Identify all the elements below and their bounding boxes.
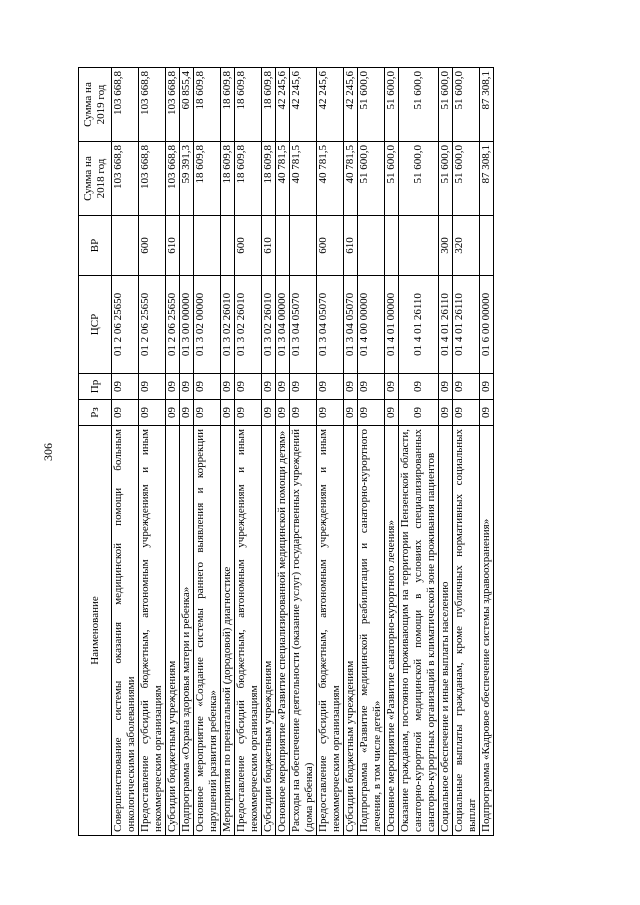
cell-sum-2019: 42 245,6 <box>317 68 344 142</box>
cell-sum-2019: 51 600,0 <box>385 68 399 142</box>
cell-vr <box>480 216 494 276</box>
rotated-table-container <box>78 68 604 836</box>
cell-sum-2019: 103 668,8 <box>112 68 139 142</box>
cell-vr <box>385 216 399 276</box>
table-row <box>112 68 139 836</box>
cell-csr: 01 3 00 00000 <box>180 276 194 374</box>
cell-rz: 09 <box>480 400 494 426</box>
cell-csr: 01 2 06 25650 <box>139 276 166 374</box>
header-csr: ЦСР <box>79 276 112 374</box>
cell-vr <box>194 216 221 276</box>
cell-csr: 01 3 04 00000 <box>276 276 290 374</box>
cell-rz: 09 <box>290 400 317 426</box>
cell-rz: 09 <box>453 400 480 426</box>
page-number: 306 <box>41 443 55 461</box>
cell-name: Социальные выплаты гражданам, кроме публичных нормативных социальных выплат <box>453 426 480 836</box>
cell-rz: 09 <box>276 400 290 426</box>
cell-sum-2019: 18 609,8 <box>235 68 262 142</box>
cell-sum-2018: 51 600,0 <box>439 142 453 216</box>
cell-csr: 01 4 01 26110 <box>439 276 453 374</box>
table-header-row <box>79 68 112 836</box>
cell-vr: 600 <box>139 216 166 276</box>
cell-name: Совершенствование системы оказания медицинской помощи больным онкологическими заболеваниями <box>112 426 139 836</box>
cell-name: Субсидии бюджетным учреждениям <box>344 426 358 836</box>
cell-name: Социальное обеспечение и иные выплаты населению <box>439 426 453 836</box>
cell-name: Основное мероприятие «Развитие санаторно-курортного лечения» <box>385 426 399 836</box>
header-rz: Рз <box>79 400 112 426</box>
cell-rz: 09 <box>344 400 358 426</box>
table-row <box>439 68 453 836</box>
cell-vr: 320 <box>453 216 480 276</box>
cell-pr: 09 <box>235 374 262 400</box>
cell-sum-2019: 42 245,6 <box>344 68 358 142</box>
cell-csr: 01 4 01 00000 <box>385 276 399 374</box>
cell-vr <box>358 216 385 276</box>
cell-vr <box>399 216 439 276</box>
cell-pr: 09 <box>358 374 385 400</box>
cell-pr: 09 <box>399 374 439 400</box>
cell-csr: 01 4 01 26110 <box>399 276 439 374</box>
cell-name: Субсидии бюджетным учреждениям <box>166 426 180 836</box>
cell-name: Предоставление субсидий бюджетным, автономным учреждениям и иным некоммерческим организациям <box>139 426 166 836</box>
cell-sum-2018: 51 600,0 <box>399 142 439 216</box>
cell-pr: 09 <box>221 374 235 400</box>
cell-name: Основное мероприятие «Создание системы раннего выявления и коррекции нарушений развития ребенка» <box>194 426 221 836</box>
cell-rz: 09 <box>317 400 344 426</box>
cell-rz: 09 <box>439 400 453 426</box>
cell-csr: 01 3 04 05070 <box>290 276 317 374</box>
cell-name: Основное мероприятие «Развитие специализированной медицинской помощи детям» <box>276 426 290 836</box>
cell-csr: 01 6 00 00000 <box>480 276 494 374</box>
cell-rz: 09 <box>139 400 166 426</box>
table-row <box>344 68 358 836</box>
cell-sum-2019: 51 600,0 <box>453 68 480 142</box>
cell-pr: 09 <box>276 374 290 400</box>
table-row <box>358 68 385 836</box>
cell-csr: 01 3 04 05070 <box>344 276 358 374</box>
table-row <box>166 68 180 836</box>
cell-sum-2019: 103 668,8 <box>139 68 166 142</box>
cell-sum-2019: 18 609,8 <box>194 68 221 142</box>
cell-csr: 01 3 02 26010 <box>235 276 262 374</box>
cell-name: Подпрограмма «Развитие медицинской реабилитации и санаторно-курортного лечения, в том числе детей» <box>358 426 385 836</box>
cell-sum-2019: 42 245,6 <box>276 68 290 142</box>
cell-sum-2018: 103 668,8 <box>166 142 180 216</box>
cell-sum-2019: 18 609,8 <box>221 68 235 142</box>
cell-sum-2018: 18 609,8 <box>194 142 221 216</box>
table-row <box>235 68 262 836</box>
cell-vr <box>276 216 290 276</box>
cell-sum-2018: 51 600,0 <box>453 142 480 216</box>
cell-name: Подпрограмма «Кадровое обеспечение системы здравоохранения» <box>480 426 494 836</box>
cell-csr: 01 3 04 05070 <box>317 276 344 374</box>
cell-sum-2018: 40 781,5 <box>344 142 358 216</box>
cell-pr: 09 <box>112 374 139 400</box>
cell-rz: 09 <box>399 400 439 426</box>
cell-rz: 09 <box>221 400 235 426</box>
cell-pr: 09 <box>439 374 453 400</box>
cell-rz: 09 <box>180 400 194 426</box>
cell-sum-2018: 40 781,5 <box>317 142 344 216</box>
cell-vr: 600 <box>235 216 262 276</box>
cell-csr: 01 3 02 26010 <box>221 276 235 374</box>
cell-csr: 01 2 06 25650 <box>112 276 139 374</box>
cell-sum-2018: 40 781,5 <box>290 142 317 216</box>
cell-vr <box>112 216 139 276</box>
table-body <box>112 68 494 836</box>
cell-sum-2019: 18 609,8 <box>262 68 276 142</box>
cell-sum-2019: 51 600,0 <box>399 68 439 142</box>
cell-rz: 09 <box>194 400 221 426</box>
cell-sum-2018: 103 668,8 <box>139 142 166 216</box>
cell-sum-2019: 60 855,4 <box>180 68 194 142</box>
cell-sum-2018: 40 781,5 <box>276 142 290 216</box>
cell-vr <box>180 216 194 276</box>
cell-csr: 01 4 00 00000 <box>358 276 385 374</box>
cell-vr: 610 <box>262 216 276 276</box>
cell-vr <box>290 216 317 276</box>
cell-vr: 610 <box>344 216 358 276</box>
header-sum-2018: Сумма на 2018 год <box>79 142 112 216</box>
cell-sum-2018: 18 609,8 <box>235 142 262 216</box>
header-vr: ВР <box>79 216 112 276</box>
cell-rz: 09 <box>385 400 399 426</box>
cell-name: Расходы на обеспечение деятельности (оказание услуг) государственных учреждений (дома ребенка) <box>290 426 317 836</box>
cell-vr: 300 <box>439 216 453 276</box>
cell-csr: 01 4 01 26110 <box>453 276 480 374</box>
cell-pr: 09 <box>453 374 480 400</box>
header-pr: Пр <box>79 374 112 400</box>
cell-sum-2018: 18 609,8 <box>262 142 276 216</box>
cell-name: Субсидии бюджетным учреждениям <box>262 426 276 836</box>
cell-vr <box>221 216 235 276</box>
cell-name: Предоставление субсидий бюджетным, автономным учреждениям и иным некоммерческим организациям <box>317 426 344 836</box>
table-row <box>180 68 194 836</box>
cell-pr: 09 <box>166 374 180 400</box>
cell-csr: 01 2 06 25650 <box>166 276 180 374</box>
table-row <box>221 68 235 836</box>
table-row <box>399 68 439 836</box>
table-row <box>262 68 276 836</box>
cell-pr: 09 <box>290 374 317 400</box>
cell-name: Подпрограмма «Охрана здоровья матери и ребенка» <box>180 426 194 836</box>
cell-pr: 09 <box>480 374 494 400</box>
table-row <box>385 68 399 836</box>
cell-name: Мероприятия по пренатальной (дородовой) диагностике <box>221 426 235 836</box>
cell-rz: 09 <box>235 400 262 426</box>
cell-sum-2018: 51 600,0 <box>385 142 399 216</box>
cell-csr: 01 3 02 00000 <box>194 276 221 374</box>
cell-sum-2019: 51 600,0 <box>439 68 453 142</box>
cell-sum-2018: 59 391,3 <box>180 142 194 216</box>
cell-sum-2018: 87 308,1 <box>480 142 494 216</box>
cell-sum-2019: 51 600,0 <box>358 68 385 142</box>
cell-rz: 09 <box>112 400 139 426</box>
cell-name: Оказание гражданам, постоянно проживающим на территории Пензенской области, санаторно-курортной медицинской помощи в условиях специализированных санаторно-курортных организаций в климатической зоне проживания пациентов <box>399 426 439 836</box>
cell-sum-2019: 103 668,8 <box>166 68 180 142</box>
cell-rz: 09 <box>166 400 180 426</box>
cell-pr: 09 <box>385 374 399 400</box>
cell-sum-2019: 42 245,6 <box>290 68 317 142</box>
cell-csr: 01 3 02 26010 <box>262 276 276 374</box>
cell-vr: 610 <box>166 216 180 276</box>
cell-pr: 09 <box>180 374 194 400</box>
cell-rz: 09 <box>262 400 276 426</box>
cell-pr: 09 <box>262 374 276 400</box>
cell-pr: 09 <box>194 374 221 400</box>
header-name: Наименование <box>79 426 112 836</box>
cell-rz: 09 <box>358 400 385 426</box>
table-row <box>480 68 494 836</box>
cell-sum-2018: 51 600,0 <box>358 142 385 216</box>
budget-table <box>78 67 494 836</box>
cell-pr: 09 <box>139 374 166 400</box>
cell-sum-2018: 103 668,8 <box>112 142 139 216</box>
table-row <box>317 68 344 836</box>
header-sum-2019: Сумма на 2019 год <box>79 68 112 142</box>
table-row <box>290 68 317 836</box>
cell-name: Предоставление субсидий бюджетным, автономным учреждениям и иным некоммерческим организациям <box>235 426 262 836</box>
cell-sum-2018: 18 609,8 <box>221 142 235 216</box>
cell-vr: 600 <box>317 216 344 276</box>
cell-pr: 09 <box>317 374 344 400</box>
cell-pr: 09 <box>344 374 358 400</box>
table-row <box>453 68 480 836</box>
cell-sum-2019: 87 308,1 <box>480 68 494 142</box>
table-row <box>194 68 221 836</box>
table-row <box>139 68 166 836</box>
table-row <box>276 68 290 836</box>
